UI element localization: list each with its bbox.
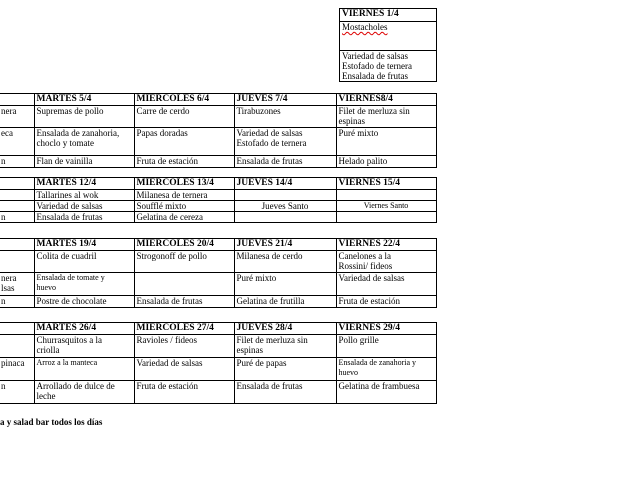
menu-line: Ensalada de frutas [236,381,303,391]
week-header-cell: VIERNES 29/4 [336,323,436,335]
menu-cell [234,358,336,381]
week-header-cell: JUEVES 21/4 [234,239,336,251]
row-label-cell [0,358,34,381]
menu-line: Tirabuzones [236,106,281,116]
week-header-cell: MIERCOLES 20/4 [134,239,234,251]
menu-cell [34,156,134,168]
menu-cell [336,128,436,156]
menu-line: choclo y tomate [36,138,94,148]
menu-cell [336,358,436,381]
top-box-cell [340,51,437,82]
week-header-cell: VIERNES 22/4 [336,239,436,251]
menu-cell [336,156,436,168]
menu-line: espinas [338,116,365,126]
menu-line: Estofado de ternera [236,138,307,148]
footer-note: a y salad bar todos los días [0,417,103,427]
menu-cell [234,212,336,223]
menu-cell [234,128,336,156]
week-header-cell: JUEVES 28/4 [234,323,336,335]
menu-cell [234,296,336,308]
menu-line: Puré mixto [338,128,379,138]
menu-cell [336,273,436,296]
menu-line: Ensalada de tomate y [36,273,105,282]
menu-line: n [1,296,6,306]
menu-line: Variedad de salsas [136,358,203,368]
menu-line: Ensalada de zanahoria, [36,128,120,138]
menu-line: Strogonoff de pollo [136,251,207,261]
week-header-cell: MIERCOLES 13/4 [134,178,234,190]
menu-line: Flan de vainilla [36,156,93,166]
menu-line: leche [36,391,56,401]
menu-line: Viernes Santo [363,201,409,210]
top-box-item: Variedad de salsas [342,51,408,61]
week-header-cell: MARTES 19/4 [34,239,134,251]
week-header-cell: JUEVES 14/4 [234,178,336,190]
week-header-cell: MARTES 5/4 [34,94,134,106]
menu-line: Milanesa de cerdo [236,251,303,261]
top-box-cell [340,22,437,51]
menu-line: n [1,212,6,222]
menu-line: Churrasquitos a la [36,335,102,345]
week-header-cell [0,178,34,190]
menu-line: huevo [338,368,359,377]
menu-cell [34,381,134,404]
menu-line: Fruta de estación [338,296,400,306]
menu-line: Ensalada de frutas [236,156,303,166]
menu-cell [134,296,234,308]
menu-line: Ensalada de zanahoria y [338,358,417,367]
menu-line: Filet de merluza sin [338,106,410,116]
menu-cell [336,296,436,308]
row-label-cell [0,212,34,223]
menu-cell [134,358,234,381]
menu-line: Jueves Santo [261,201,309,211]
menu-cell [134,106,234,128]
menu-week-3 [0,238,437,308]
top-box-viernes-1 [339,8,437,82]
menu-cell [234,106,336,128]
menu-cell [134,335,234,358]
menu-line: lsas [1,283,15,293]
menu-cell [134,156,234,168]
menu-cell [34,212,134,223]
menu-line: Puré de papas [236,358,287,368]
menu-line: pinaca [1,358,25,368]
menu-cell [336,212,436,223]
row-label-cell [0,296,34,308]
menu-line: Colita de cuadril [36,251,97,261]
menu-line: Ensalada de frutas [36,212,103,222]
week-header-cell: VIERNES 15/4 [336,178,436,190]
week-header-cell: JUEVES 7/4 [234,94,336,106]
menu-line: Variedad de salsas [338,273,405,283]
row-label-cell [0,251,34,273]
menu-line: Helado palito [338,156,388,166]
top-box-item: Mostacholes [342,22,388,32]
menu-cell [234,273,336,296]
menu-cell [34,358,134,381]
menu-cell [336,201,436,212]
menu-cell [34,106,134,128]
menu-line: Gelatina de frutilla [236,296,305,306]
menu-cell [336,381,436,404]
menu-cell [234,201,336,212]
row-label-cell [0,128,34,156]
menu-cell [34,296,134,308]
menu-line: huevo [36,283,57,292]
menu-line: Carre de cerdo [136,106,190,116]
week-header-cell [0,239,34,251]
menu-week-4 [0,322,437,404]
top-box-item: Estofado de ternera [342,61,412,71]
menu-line: espinas [236,345,263,355]
week-header-cell [0,94,34,106]
row-label-cell [0,156,34,168]
menu-line: Filet de merluza sin [236,335,308,345]
menu-cell [34,190,134,201]
menu-cell [234,335,336,358]
menu-cell [336,106,436,128]
menu-line: n [1,156,6,166]
top-box-header: VIERNES 1/4 [340,9,437,22]
menu-line: Fruta de estación [136,156,198,166]
menu-week-2 [0,177,437,223]
menu-cell [134,212,234,223]
menu-line: Milanesa de ternera [136,190,208,200]
menu-cell [34,251,134,273]
menu-line: Soufflé mixto [136,201,187,211]
row-label-cell [0,335,34,358]
row-label-cell [0,190,34,201]
menu-line: Pollo grille [338,335,379,345]
menu-cell [34,201,134,212]
menu-cell [34,128,134,156]
menu-line: Postre de chocolate [36,296,107,306]
row-label-cell [0,273,34,296]
menu-cell [34,273,134,296]
menu-line: nera [1,106,17,116]
menu-line: Tallarines al wok [36,190,99,200]
menu-line: Puré mixto [236,273,277,283]
week-header-cell: MIERCOLES 6/4 [134,94,234,106]
row-label-cell [0,381,34,404]
menu-line: Papas doradas [136,128,188,138]
menu-cell [336,251,436,273]
menu-cell [234,190,336,201]
week-header-cell [0,323,34,335]
menu-cell [234,156,336,168]
menu-line: Ravioles / fideos [136,335,197,345]
week-header-cell: MARTES 26/4 [34,323,134,335]
row-label-cell [0,106,34,128]
menu-line: Canelones a la [338,251,391,261]
row-label-cell [0,201,34,212]
menu-cell [234,251,336,273]
menu-line: Gelatina de frambuesa [338,381,420,391]
top-box-item: Ensalada de frutas [342,71,408,81]
menu-week-1 [0,93,437,168]
menu-line: Variedad de salsas [36,201,103,211]
week-header-cell: MARTES 12/4 [34,178,134,190]
week-header-cell: VIERNES8/4 [336,94,436,106]
menu-line: eca [1,128,13,138]
menu-line: Arrollado de dulce de [36,381,115,391]
menu-cell [134,190,234,201]
menu-cell [336,190,436,201]
menu-cell [134,251,234,273]
menu-line: n [1,381,6,391]
menu-line: nera [1,273,17,283]
menu-line: Arroz a la manteca [36,358,98,367]
week-header-cell: MIERCOLES 27/4 [134,323,234,335]
menu-line: Ensalada de frutas [136,296,203,306]
menu-cell [134,381,234,404]
menu-line: Fruta de estación [136,381,198,391]
menu-line: Rossini/ fideos [338,261,393,271]
menu-cell [134,273,234,296]
menu-cell [134,201,234,212]
menu-cell [34,335,134,358]
menu-line: Supremas de pollo [36,106,104,116]
menu-line: Variedad de salsas [236,128,303,138]
menu-line: Gelatina de cereza [136,212,203,222]
menu-line: criolla [36,345,60,355]
menu-cell [134,128,234,156]
menu-cell [336,335,436,358]
menu-cell [234,381,336,404]
